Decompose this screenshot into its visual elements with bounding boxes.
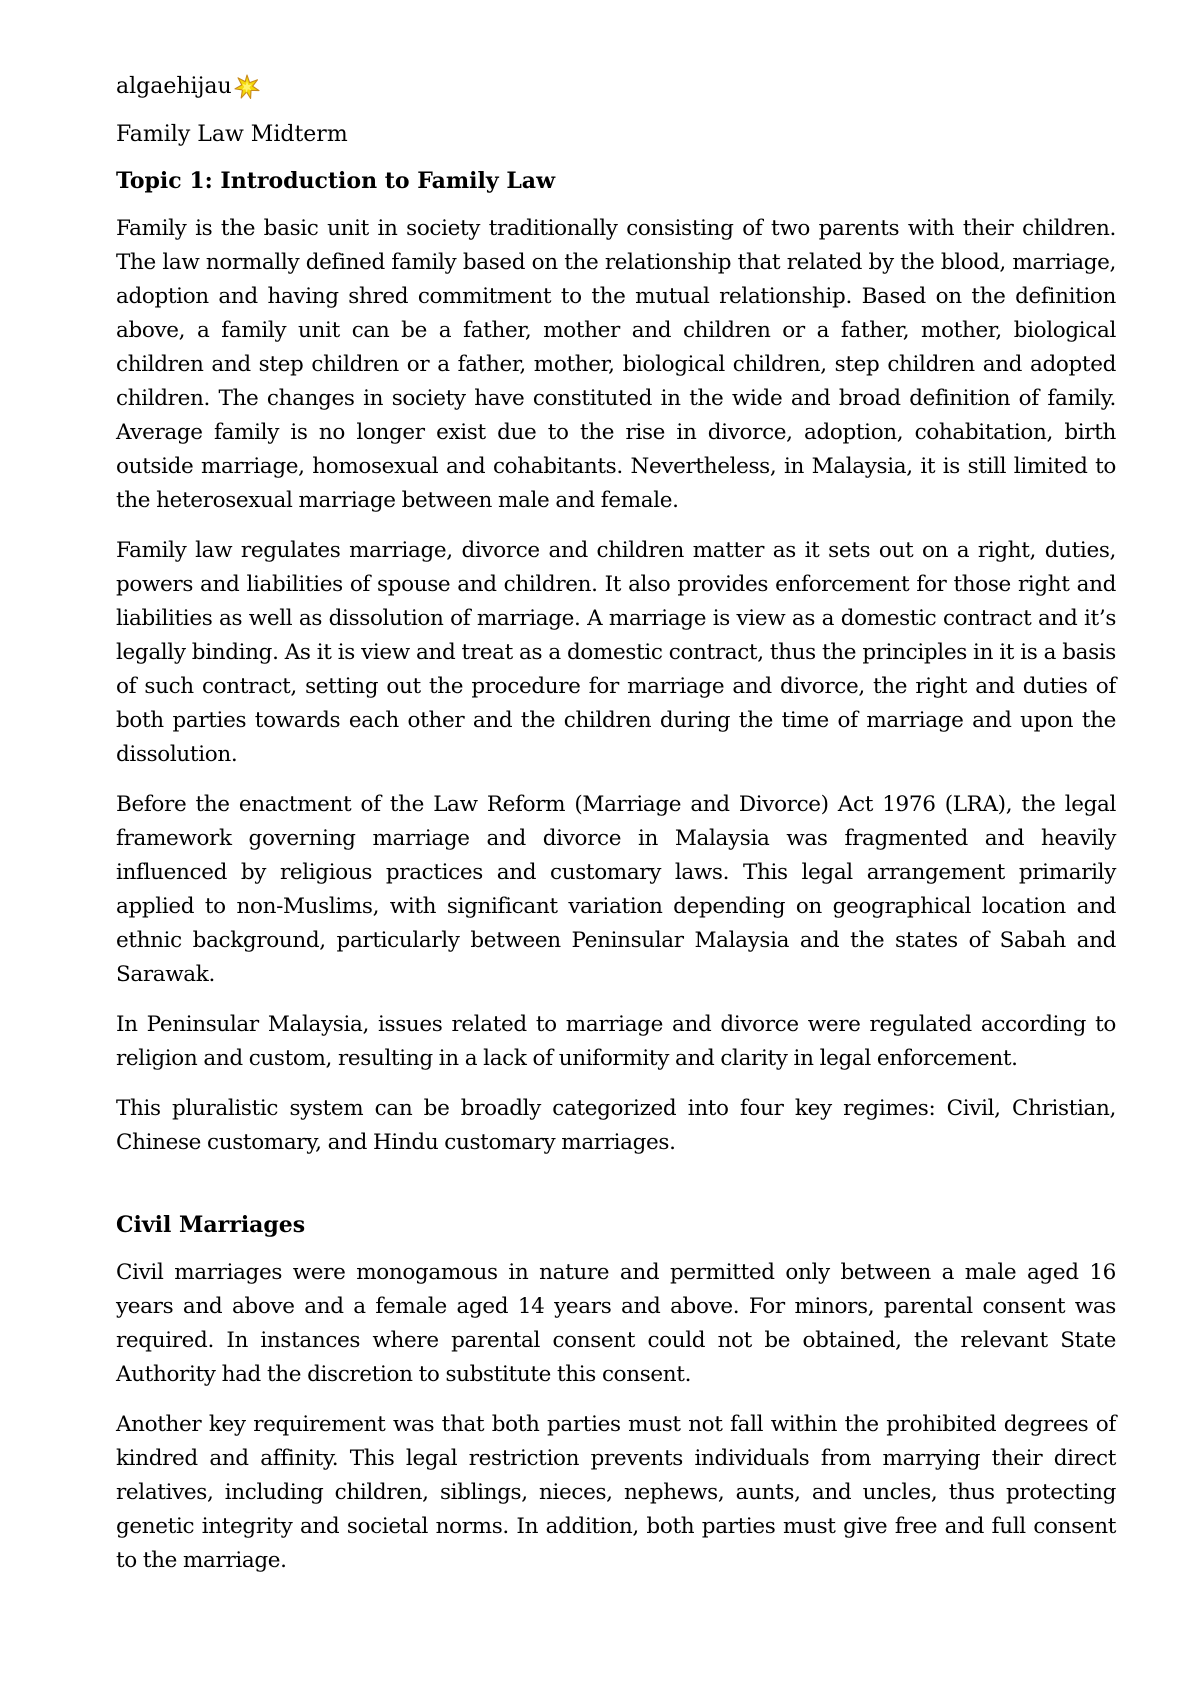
sparkle-star-icon xyxy=(234,74,260,100)
document-title: Family Law Midterm xyxy=(116,122,348,147)
paragraph-family-law-regulates: Family law regulates marriage, divorce and children matter as it sets out on a right, duties, powers and liabilities of spouse and children. It also provides enforcement for those right and liabilities as well as dissolution of marriage. A marriage is view as a domestic contract and it’s legally binding. As it is view and treat as a domestic contract, thus the principles in it is a basis of such contract, setting out the procedure for marriage and divorce, the right and duties of both parties towards each other and the children during the time of marriage and upon the dissolution. xyxy=(116,538,1116,767)
paragraph-pluralistic-system: This pluralistic system can be broadly categorized into four key regimes: Civil, Christian, Chinese customary, and Hindu customary marriages. xyxy=(116,1096,1116,1155)
author-name: algaehijau xyxy=(116,74,232,99)
paragraph-peninsular-malaysia: In Peninsular Malaysia, issues related to marriage and divorce were regulated according to religion and custom, resulting in a lack of uniformity and clarity in legal enforcement. xyxy=(116,1012,1116,1071)
section-spacer xyxy=(116,1176,1116,1210)
paragraph-prohibited-degrees: Another key requirement was that both parties must not fall within the prohibited degrees of kindred and affinity. This legal restriction prevents individuals from marrying their direct relatives, including children, siblings, nieces, nephews, aunts, and uncles, thus protecting genetic integrity and societal norms. In addition, both parties must give free and full consent to the marriage. xyxy=(116,1412,1116,1573)
document-page xyxy=(116,72,1116,1594)
paragraph-before-lra: Before the enactment of the Law Reform (Marriage and Divorce) Act 1976 (LRA), the legal framework governing marriage and divorce in Malaysia was fragmented and heavily influenced by religious practices and customary laws. This legal arrangement primarily applied to non-Muslims, with significant variation depending on geographical location and ethnic background, particularly between Peninsular Malaysia and the states of Sabah and Sarawak. xyxy=(116,792,1116,987)
author-line xyxy=(116,72,1116,102)
paragraph-civil-monogamous: Civil marriages were monogamous in nature and permitted only between a male aged 16 years and above and a female aged 14 years and above. For minors, parental consent was required. In instances where parental consent could not be obtained, the relevant State Authority had the discretion to substitute this consent. xyxy=(116,1260,1116,1387)
paragraph-family-definition: Family is the basic unit in society traditionally consisting of two parents with their children. The law normally defined family based on the relationship that related by the blood, marriage, adoption and having shred commitment to the mutual relationship. Based on the definition above, a family unit can be a father, mother and children or a father, mother, biological children and step children or a father, mother, biological children, step children and adopted children. The changes in society have constituted in the wide and broad definition of family. Average family is no longer exist due to the rise in divorce, adoption, cohabitation, birth outside marriage, homosexual and cohabitants. Nevertheless, in Malaysia, it is still limited to the heterosexual marriage between male and female. xyxy=(116,216,1116,513)
civil-marriages-heading: Civil Marriages xyxy=(116,1212,306,1238)
topic-heading: Topic 1: Introduction to Family Law xyxy=(116,168,556,194)
